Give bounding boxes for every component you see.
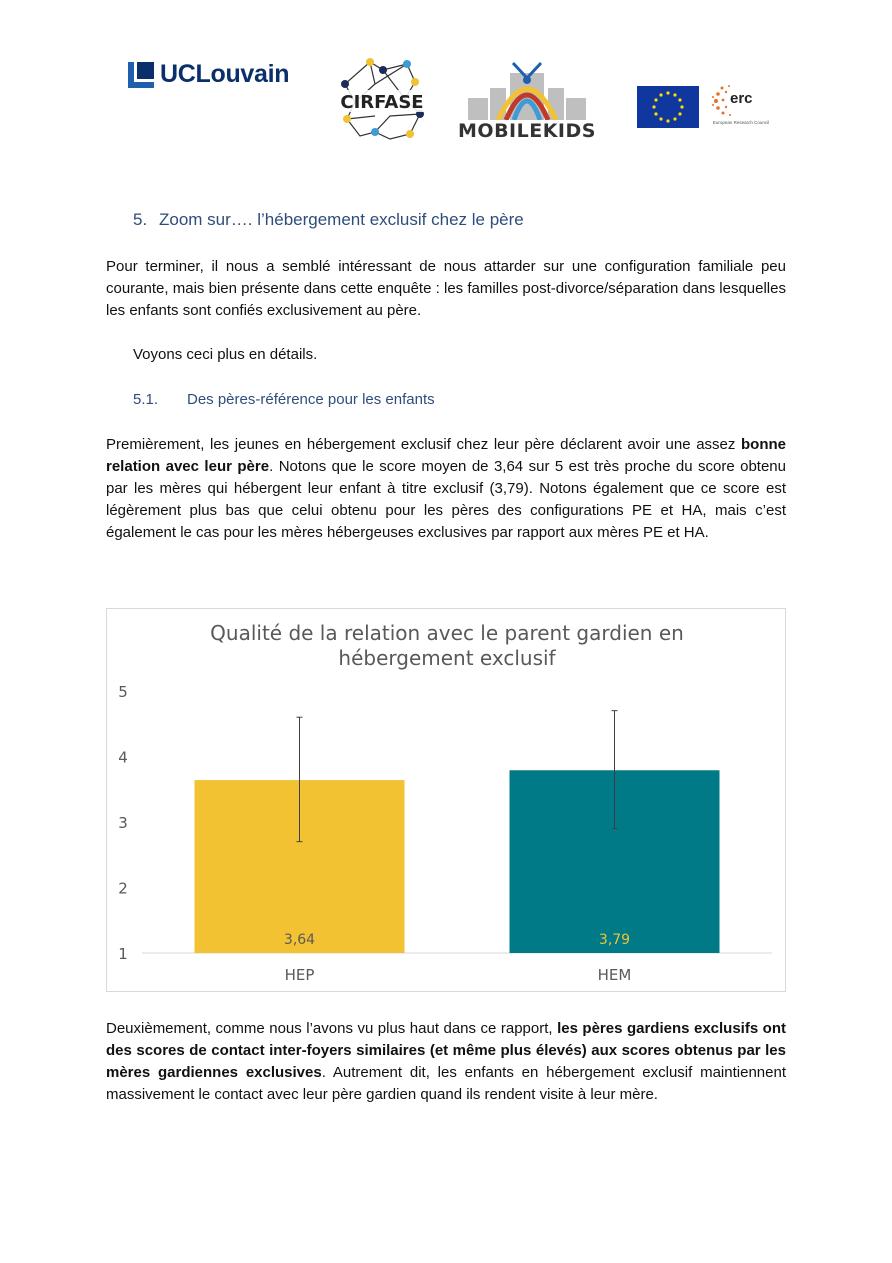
y-tick-label: 3 <box>118 814 128 832</box>
eu-flag-icon <box>637 86 699 128</box>
mobilekids-logo-text: MOBILEKIDS <box>458 120 596 142</box>
x-tick-label-hem: HEM <box>597 966 632 984</box>
erc-logo-subtext: European Research Council <box>712 120 770 125</box>
paragraph-relation-end: . Notons que le score moyen de 3,64 sur 5 est très proche du score obtenu par les mères qui hébergent leur enfant à titre exclusif (3,79). Notons également que ce score est légèrement plus bas que celui obtenu pour les pères des configurations PE et HA, mais c’est également le cas pour les mères hébergeuses exclusives par rapport aux mères PE et HA. <box>106 458 786 541</box>
x-tick-label-hep: HEP <box>284 966 315 984</box>
section-title: Zoom sur…. l’hébergement exclusif chez le père <box>159 210 524 229</box>
paragraph-relation-bold: bonne relation avec leur père <box>106 436 786 475</box>
subsection-title: Des pères-référence pour les enfants <box>187 391 435 408</box>
cirfase-logo <box>335 54 430 149</box>
y-tick-label: 2 <box>118 879 128 898</box>
uclouvain-logo <box>128 60 289 89</box>
paragraph-contact <box>106 1018 786 1106</box>
section-number: 5. <box>133 210 148 229</box>
y-tick-label: 4 <box>118 748 128 767</box>
paragraph-relation <box>106 434 786 544</box>
subsection-number: 5.1. <box>133 391 159 408</box>
chart-title-line2: hébergement exclusif <box>338 646 556 670</box>
erc-logo <box>708 80 774 138</box>
y-tick-label: 1 <box>118 945 128 963</box>
cirfase-logo-text: CIRFASE <box>340 92 424 113</box>
paragraph-contact-end: . Autrement dit, les enfants en hébergement exclusif maintiennent massivement le contact avec leur père gardien quand ils rendent visite à leur mère. <box>106 1064 786 1103</box>
erc-logo-text: erc <box>730 90 753 107</box>
bar-chart <box>107 609 785 991</box>
paragraph-contact-start: Deuxièmement, comme nous l’avons vu plus haut dans ce rapport, <box>106 1020 558 1037</box>
chart-title-line1: Qualité de la relation avec le parent gardien en <box>210 621 684 645</box>
mobilekids-logo <box>458 58 596 142</box>
uclouvain-mark-icon <box>128 62 154 88</box>
paragraph-relation-start: Premièrement, les jeunes en hébergement exclusif chez leur père déclarent avoir une assez <box>106 436 741 453</box>
data-label-hem: 3,79 <box>598 932 631 948</box>
details-paragraph: Voyons ceci plus en détails. <box>133 346 318 363</box>
mobilekids-emblem-icon <box>458 58 596 120</box>
subsection-heading <box>133 391 435 408</box>
uclouvain-logo-text: UCLouvain <box>160 60 290 88</box>
chart-frame <box>106 608 786 992</box>
paragraph-contact-bold: les pères gardiens exclusifs ont des scores de contact inter-foyers similaires (et même plus élevés) aux scores obtenus par les mères gardiennes exclusives <box>106 1020 787 1081</box>
data-label-hep: 3,64 <box>283 932 316 948</box>
section-heading <box>133 210 524 230</box>
y-tick-label: 5 <box>118 683 128 701</box>
intro-paragraph: Pour terminer, il nous a semblé intéressant de nous attarder sur une configuration familiale peu courante, mais bien présente dans cette enquête : les familles post-divorce/séparation dans lesquelles les enfants sont confiés exclusivement au père. <box>106 258 786 319</box>
